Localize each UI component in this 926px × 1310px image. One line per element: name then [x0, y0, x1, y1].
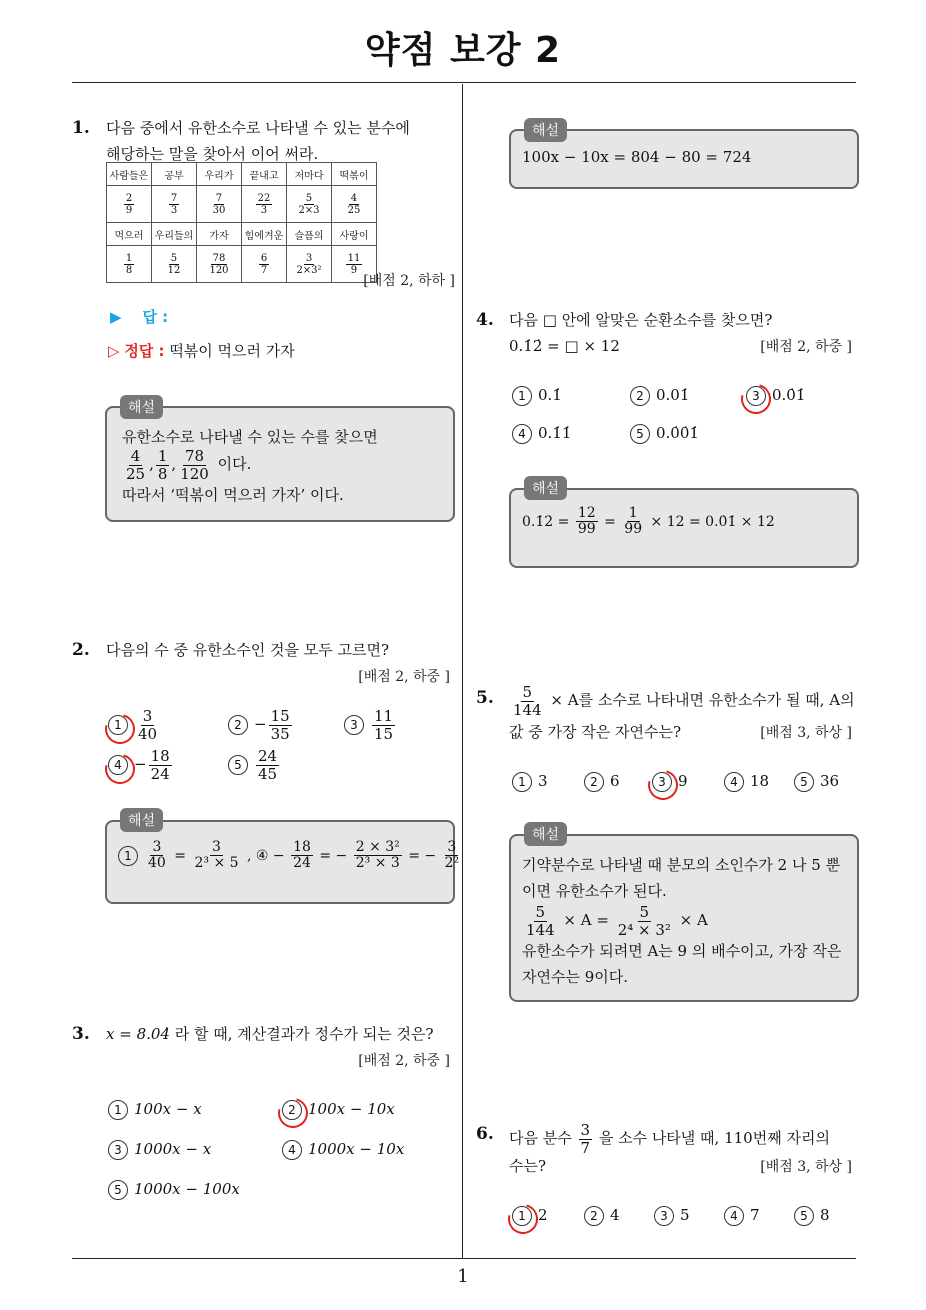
option-number: 1: [512, 386, 532, 406]
denominator: 3: [260, 204, 268, 216]
eq: × A =: [558, 911, 614, 929]
numerator: 5: [305, 192, 313, 204]
option-value: 100x − 10x: [308, 1100, 395, 1118]
numerator: 5: [535, 903, 546, 921]
fraction: [511, 684, 544, 718]
table-word: 떡볶이: [332, 163, 377, 186]
q4-exp-body: [522, 506, 775, 538]
option-value: 7: [750, 1206, 760, 1224]
numerator: 1: [125, 252, 133, 264]
numerator: 3: [152, 839, 162, 855]
q3-number: 3.: [72, 1024, 90, 1044]
option-value: 0.0̇0̇1̇: [656, 424, 699, 442]
q1-word-table: [106, 162, 377, 283]
q4-option[interactable]: [512, 386, 562, 406]
denominator: 2×3²: [296, 264, 322, 276]
table-fraction-cell: [242, 246, 287, 283]
table-fraction-cell: [107, 186, 152, 223]
play-arrow-icon: ▶: [110, 308, 122, 326]
option-value: 18: [750, 772, 770, 790]
fraction: [579, 1122, 593, 1156]
q6-option[interactable]: [794, 1206, 830, 1226]
numerator: 4: [350, 192, 358, 204]
q1-text-line2: 해당하는 말을 찾아서 이어 써라.: [106, 145, 319, 163]
q1-exp-line3: 따라서 ‘떡볶이 먹으러 가자’ 이다.: [122, 486, 344, 504]
denominator: 144: [513, 700, 542, 719]
option-value: 9: [678, 772, 688, 790]
table-word: 먹으러: [107, 223, 152, 246]
fraction: [622, 506, 644, 538]
table-word: 사랑이: [332, 223, 377, 246]
option-number: 3: [108, 1140, 128, 1160]
numerator: 18: [293, 839, 311, 855]
option-number: 4: [724, 1206, 744, 1226]
table-fraction-cell: [152, 246, 197, 283]
q3-option[interactable]: [108, 1140, 211, 1160]
option-number: 3: [654, 1206, 674, 1226]
numerator: 7: [170, 192, 178, 204]
option-number: 5: [630, 424, 650, 444]
top-rule: [72, 82, 856, 83]
q2-option[interactable]: [228, 708, 294, 742]
q3-text-body: 라 할 때, 계산결과가 정수가 되는 것은?: [174, 1025, 434, 1043]
denominator: 9: [125, 204, 133, 216]
fraction: [259, 253, 269, 276]
option-number: 4: [108, 755, 128, 775]
denominator: 8: [125, 264, 133, 276]
numerator: 5: [639, 903, 650, 921]
q3-text: [106, 1022, 434, 1046]
denominator: 99: [624, 521, 643, 538]
selected-answer-mark: [736, 379, 777, 420]
option-value: 100x − x: [134, 1100, 202, 1118]
numerator: 3: [142, 707, 153, 725]
sign: −: [254, 715, 267, 733]
q5-option[interactable]: [512, 772, 548, 792]
q5-exp-line1: 기약분수로 나타낼 때 분모의 소인수가 2 나 5 뿐: [522, 856, 841, 874]
q4-option[interactable]: [512, 424, 571, 444]
denominator: 40: [138, 724, 158, 743]
option-number: 4: [282, 1140, 302, 1160]
denominator: 2²: [444, 855, 460, 872]
denominator: 9: [350, 264, 358, 276]
option-number: 1: [512, 772, 532, 792]
denominator: 15: [374, 724, 394, 743]
denominator: 25: [126, 464, 146, 483]
q5-exp-tag: 해설: [524, 822, 567, 846]
option-value: 1000x − x: [134, 1140, 212, 1158]
correct-label: 정답 :: [124, 342, 165, 360]
q1-exp-fractions: $\frac{4}{25}$ , $\frac{1}{8}$ , $\frac{78}{120}$ 이다.: [126, 447, 252, 483]
option-number: 5: [794, 772, 814, 792]
table-word: 공부: [152, 163, 197, 186]
q6-meta: [배점 3, 하상 ]: [760, 1159, 852, 1175]
option-value: 0.1̇1̇: [538, 424, 572, 442]
q3-option[interactable]: [108, 1180, 240, 1200]
table-word: 가자: [197, 223, 242, 246]
q1-correct: [108, 340, 295, 361]
option-number: 5: [228, 755, 248, 775]
q5-text-line1: [509, 684, 855, 718]
page-title: 약점 보강 2: [364, 30, 562, 71]
q6-option[interactable]: [654, 1206, 690, 1226]
q5-text-line2: 값 중 가장 작은 자연수는?: [509, 723, 682, 741]
numerator: 78: [184, 447, 205, 465]
table-word: 슬픔의: [287, 223, 332, 246]
q5-exp-line5: 자연수는 9이다.: [522, 968, 629, 986]
selected-answer-mark: [643, 765, 684, 806]
option-value: 6: [610, 772, 620, 790]
q2-exp-tag: 해설: [120, 808, 163, 832]
fraction: [169, 193, 179, 216]
numerator: 11: [347, 252, 361, 264]
denominator: 2×3: [298, 204, 320, 216]
denominator: 30: [212, 204, 226, 216]
option-value: 36: [820, 772, 840, 790]
q5-exp-line4: 유한소수가 되려면 A는 9 의 배수이고, 가장 작은: [522, 942, 842, 960]
fraction: [616, 904, 673, 938]
q5-number: 5.: [476, 688, 494, 708]
numerator: 5: [522, 683, 533, 701]
q1-meta: [배점 2, 하하 ]: [363, 273, 455, 289]
column-divider: [462, 84, 463, 1258]
eq: , ④ −: [242, 847, 290, 864]
eq: =: [599, 513, 621, 530]
q5-text: × A를 소수로 나타내면 유한소수가 될 때, A의: [545, 691, 855, 709]
q3-exp-tag: 해설: [524, 118, 567, 142]
option-number: 2: [584, 1206, 604, 1226]
numerator: 24: [258, 747, 278, 765]
table-word: 저마다: [287, 163, 332, 186]
numerator: 11: [374, 707, 394, 725]
option-number: 4: [512, 424, 532, 444]
numerator: 5: [170, 252, 178, 264]
exp-fraction: [156, 448, 170, 482]
exp-fraction: [178, 448, 211, 482]
option-number: 3: [344, 715, 364, 735]
fraction: [211, 193, 228, 216]
q6-pre: 다음 분수: [509, 1129, 577, 1147]
exp-tail: 이다.: [212, 455, 252, 473]
q4-option[interactable]: [630, 424, 699, 444]
fraction: [207, 253, 230, 276]
q6-text-line2: 수는?: [509, 1157, 547, 1175]
answer-label: 답 :: [142, 308, 169, 326]
denominator: 7: [260, 264, 268, 276]
q5-exp-body: [522, 852, 850, 990]
q2-exp-body: [118, 840, 463, 872]
q5-exp-line2: 이면 유한소수가 된다.: [522, 882, 667, 900]
q6-option[interactable]: [584, 1206, 620, 1226]
eq: 0.1̇2̇ =: [522, 513, 574, 530]
fraction: [146, 840, 168, 872]
q5-option[interactable]: [724, 772, 769, 792]
q2-option[interactable]: [228, 748, 281, 782]
selected-answer-mark: [503, 1199, 544, 1240]
numerator: 22: [257, 192, 271, 204]
fraction: [576, 506, 598, 538]
table-word: 사람들은: [107, 163, 152, 186]
numerator: 7: [215, 192, 223, 204]
numerator: 4: [130, 447, 141, 465]
option-number: 2: [630, 386, 650, 406]
numerator: 3: [212, 839, 221, 855]
option-number: 1: [108, 1100, 128, 1120]
table-word: 우리들의: [152, 223, 197, 246]
q6-post: 을 소수 나타낼 때, 110번째 자리의: [594, 1129, 830, 1147]
denominator: 8: [157, 464, 168, 483]
numerator: 3: [447, 839, 457, 855]
option-number: 3: [652, 772, 672, 792]
table-fraction-cell: [332, 186, 377, 223]
q2-text: 다음의 수 중 유한소수인 것을 모두 고르면?: [106, 641, 389, 659]
numerator: 78: [212, 252, 226, 264]
fraction: [291, 840, 313, 872]
option-value: 2: [538, 1206, 548, 1224]
denominator: 7: [580, 1138, 591, 1157]
q4-equation: 0.1̇2̇ = □ × 12: [509, 337, 620, 355]
q3-math: x = 8.04̇: [106, 1025, 170, 1043]
denominator: 40: [148, 855, 166, 872]
q4-text: 다음 □ 안에 알맞은 순환소수를 찾으면?: [509, 311, 773, 329]
denominator: 120: [209, 264, 229, 276]
option-value: 4: [610, 1206, 620, 1224]
numerator: 2 × 3²: [355, 839, 400, 855]
q4-exp-tag: 해설: [524, 476, 567, 500]
selected-answer-mark: [273, 1093, 314, 1134]
table-fraction-cell: [242, 186, 287, 223]
numerator: 6: [260, 252, 268, 264]
fraction: [524, 904, 557, 938]
option-value: 1000x − 10x: [308, 1140, 405, 1158]
fraction: [124, 193, 134, 216]
correct-value: 떡볶이 먹으러 가자: [169, 342, 295, 360]
q1-number: 1.: [72, 118, 90, 138]
denominator: 120: [180, 464, 209, 483]
option-value: 0.0̇1̇: [772, 386, 806, 404]
numerator: 12: [577, 505, 596, 521]
denominator: 99: [577, 521, 596, 538]
q5-meta: [배점 3, 하상 ]: [760, 725, 852, 741]
option-number: 2: [282, 1100, 302, 1120]
option-number: 1: [512, 1206, 532, 1226]
numerator: 2: [125, 192, 133, 204]
q2-meta: [배점 2, 하중 ]: [358, 669, 450, 685]
q3-option[interactable]: [108, 1100, 202, 1120]
q6-number: 6.: [476, 1124, 494, 1144]
q2-option[interactable]: [344, 708, 397, 742]
option-value: 0.01̇: [656, 386, 690, 404]
option-value: 1000x − 100x: [134, 1180, 240, 1198]
sign: −: [134, 755, 147, 773]
option-number: 3: [746, 386, 766, 406]
fraction: [256, 193, 273, 216]
denominator: 35: [270, 724, 290, 743]
option-number: 1: [108, 715, 128, 735]
q3-meta: [배점 2, 하중 ]: [358, 1053, 450, 1069]
q1-exp-tag: 해설: [120, 395, 163, 419]
exp-fraction: [124, 448, 147, 482]
denominator: 12: [167, 264, 181, 276]
denominator: 24: [150, 764, 170, 783]
fraction: [443, 840, 462, 872]
denominator: 2⁴ × 3²: [617, 920, 671, 939]
fraction: [166, 253, 183, 276]
q4-option[interactable]: [630, 386, 689, 406]
option-number: 5: [794, 1206, 814, 1226]
table-word: 힘에겨운: [242, 223, 287, 246]
fraction: [354, 840, 402, 872]
denominator: 25: [347, 204, 361, 216]
fraction: [346, 193, 363, 216]
denominator: 2³ × 3: [355, 855, 400, 872]
option-number: 2: [584, 772, 604, 792]
q4-number: 4.: [476, 310, 494, 330]
table-fraction-cell: [152, 186, 197, 223]
fraction: [372, 708, 395, 742]
eq: = −: [403, 847, 441, 864]
eq: × A: [674, 911, 708, 929]
fraction: [296, 193, 321, 216]
denominator: 24: [293, 855, 311, 872]
fraction: [124, 253, 134, 276]
eq: =: [169, 847, 191, 864]
q1-text-line1: 다음 중에서 유한소수로 나타낼 수 있는 분수에: [106, 119, 410, 137]
q5-option[interactable]: [584, 772, 620, 792]
q6-text-line1: [509, 1122, 830, 1156]
fraction: [192, 840, 240, 872]
denominator: 3: [170, 204, 178, 216]
q5-exp-equation: [522, 904, 850, 938]
q1-exp-line1: 유한소수로 나타낼 수 있는 수를 찾으면: [122, 428, 378, 446]
option-value: 8: [820, 1206, 830, 1224]
numerator: 1: [157, 447, 168, 465]
fraction: [269, 708, 292, 742]
q4-meta: [배점 2, 하중 ]: [760, 339, 852, 355]
fraction: [256, 748, 279, 782]
q1-exp-body: [122, 424, 442, 508]
page-number: 1: [457, 1266, 469, 1287]
option-number: 4: [724, 772, 744, 792]
q1-answer: [110, 306, 168, 327]
option-number: 2: [228, 715, 248, 735]
table-word: 끝내고: [242, 163, 287, 186]
q2-number: 2.: [72, 640, 90, 660]
eq: = −: [314, 847, 352, 864]
numerator: 3: [305, 252, 313, 264]
hollow-arrow-icon: ▷: [108, 342, 120, 360]
denominator: 2³ × 5: [194, 855, 239, 872]
q3-option[interactable]: [282, 1140, 404, 1160]
option-number: 5: [108, 1180, 128, 1200]
fraction: [136, 708, 159, 742]
q3-exp-body: 100x − 10x = 804 − 80 = 724: [522, 148, 752, 166]
denominator: 144: [526, 920, 555, 939]
fraction: [149, 748, 172, 782]
numerator: 18: [150, 747, 170, 765]
option-value: 0.1̇: [538, 386, 562, 404]
table-fraction-cell: [197, 186, 242, 223]
bottom-rule: [72, 1258, 856, 1259]
numerator: 15: [270, 707, 290, 725]
table-word: 우리가: [197, 163, 242, 186]
table-fraction-cell: [107, 246, 152, 283]
numerator: 3: [580, 1121, 591, 1139]
table-fraction-cell: [287, 186, 332, 223]
q6-option[interactable]: [724, 1206, 760, 1226]
option-value: 3: [538, 772, 548, 790]
option-value: 5: [680, 1206, 690, 1224]
table-fraction-cell: [197, 246, 242, 283]
q5-option[interactable]: [794, 772, 839, 792]
numerator: 1: [628, 505, 638, 521]
option-number: 1: [118, 846, 138, 866]
eq: × 12 = 0.0̇1̇ × 12: [646, 513, 775, 530]
denominator: 45: [258, 764, 278, 783]
